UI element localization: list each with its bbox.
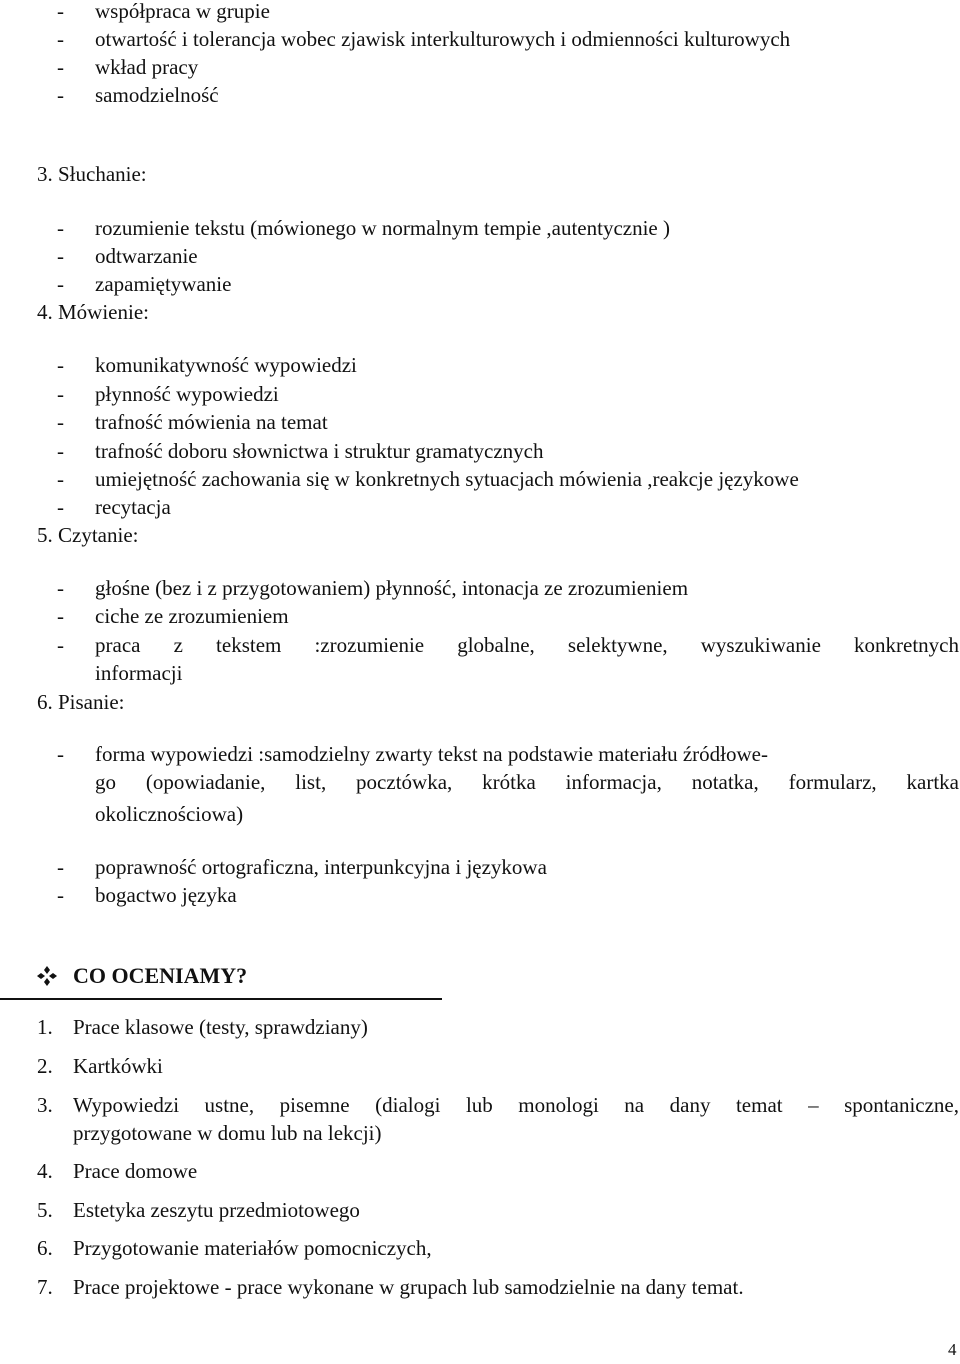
bullet-dash: - bbox=[57, 382, 64, 406]
bullet-dash: - bbox=[57, 855, 64, 879]
bullet-dash: - bbox=[57, 353, 64, 377]
assessment-title: CO OCENIAMY? bbox=[73, 963, 248, 988]
diamond-bullet-icon bbox=[36, 965, 58, 987]
section-heading: 4. Mówienie: bbox=[37, 300, 149, 324]
horizontal-rule bbox=[0, 998, 442, 1000]
bullet-dash: - bbox=[57, 55, 64, 79]
bullet-dash: - bbox=[57, 0, 64, 23]
bullet-dash: - bbox=[57, 576, 64, 600]
section-heading: 3. Słuchanie: bbox=[37, 162, 147, 186]
bullet-dash: - bbox=[57, 439, 64, 463]
bullet-dash: - bbox=[57, 495, 64, 519]
bullet-dash: - bbox=[57, 633, 64, 657]
bullet-dash: - bbox=[57, 410, 64, 434]
bullet-dash: - bbox=[57, 272, 64, 296]
section-heading: 5. Czytanie: bbox=[37, 523, 139, 547]
section-heading: 6. Pisanie: bbox=[37, 690, 125, 714]
page-number: 4 bbox=[948, 1340, 957, 1359]
bullet-dash: - bbox=[57, 883, 64, 907]
bullet-dash: - bbox=[57, 467, 64, 491]
bullet-dash: - bbox=[57, 604, 64, 628]
bullet-dash: - bbox=[57, 742, 64, 766]
bullet-dash: - bbox=[57, 27, 64, 51]
bullet-dash: - bbox=[57, 83, 64, 107]
bullet-dash: - bbox=[57, 244, 64, 268]
bullet-dash: - bbox=[57, 216, 64, 240]
